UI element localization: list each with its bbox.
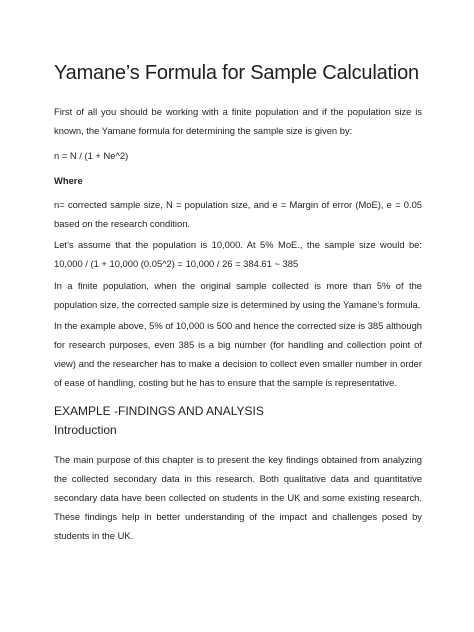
- definitions-paragraph: n= corrected sample size, N = population size, and e = Margin of error (MoE), e = 0.05 based on the research condition.: [54, 199, 422, 229]
- subsection-heading: Introduction: [54, 423, 117, 437]
- finite-population-paragraph: In a finite population, when the original sample collected is more than 5% of the population size, the corrected sample size is determined by using the Yamane’s formula.: [54, 280, 422, 310]
- example-discussion-paragraph: In the example above, 5% of 10,000 is 500 and hence the corrected size is 385 although for research purposes, even 385 is a big number (for handling and collection point of view) and the researcher has to make a decision to collect even smaller number in order of ease of handling, costing but he has to ensure that the sample is representative.: [54, 320, 422, 388]
- where-label: Where: [54, 175, 83, 186]
- document-title: Yamane’s Formula for Sample Calculation: [54, 62, 419, 84]
- example-calculation-paragraph: Let’s assume that the population is 10,000. At 5% MoE., the sample size would be: 10,000 / (1 + 10,000 (0.05^2) = 10,000 / 26 = 384.61 ~ 385: [54, 239, 422, 269]
- introduction-paragraph: The main purpose of this chapter is to present the key findings obtained from analyzing the collected secondary data in this research. Both qualitative data and quantitative secondary data have been collected on students in the UK and some existing research. These findings help in better understanding of the impact and challenges posed by students in the UK.: [54, 454, 422, 541]
- section-heading: EXAMPLE -FINDINGS AND ANALYSIS: [54, 404, 264, 418]
- intro-paragraph: First of all you should be working with a finite population and if the population size is known, the Yamane formula for determining the sample size is given by:: [54, 106, 422, 136]
- formula-line: n = N / (1 + Ne^2): [54, 150, 129, 161]
